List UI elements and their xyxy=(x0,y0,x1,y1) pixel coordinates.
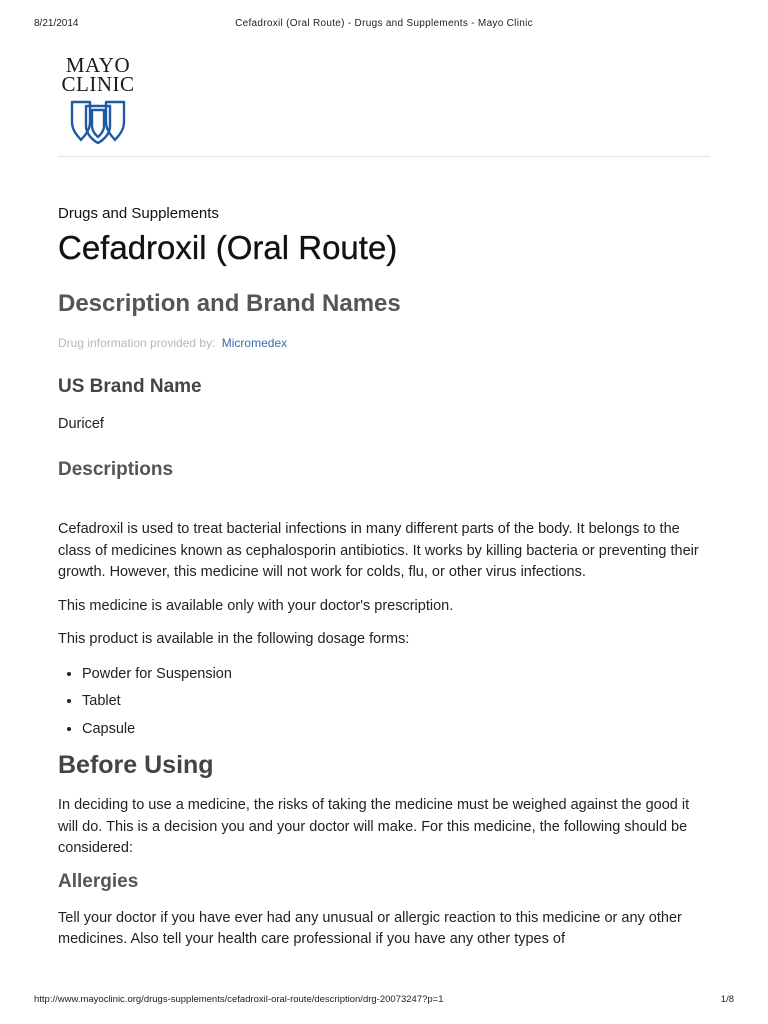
before-using-heading: Before Using xyxy=(58,751,214,779)
print-date: 8/21/2014 xyxy=(34,18,79,29)
description-paragraph-1: Cefadroxil is used to treat bacterial infections in many different parts of the body. It belongs to the class of medicines known as cephalosporin antibiotics. It works by killing bacteria or preventing their growth. However, this medicine will not work for colds, flu, or other virus infections. xyxy=(58,521,699,580)
provided-by-label: Drug information provided by: xyxy=(58,336,216,350)
dosage-forms-list xyxy=(58,661,710,744)
print-document-title: Cefadroxil (Oral Route) - Drugs and Supplements - Mayo Clinic xyxy=(235,18,533,29)
section-kicker[interactable]: Drugs and Supplements xyxy=(58,205,219,222)
micromedex-link[interactable]: Micromedex xyxy=(221,336,288,350)
description-paragraph-3: This product is available in the following dosage forms: xyxy=(58,631,410,647)
logo-word-clinic: CLINIC xyxy=(61,72,135,96)
mayo-shields-icon xyxy=(68,98,128,144)
mayo-clinic-logo[interactable] xyxy=(58,53,138,144)
before-using-paragraph: In deciding to use a medicine, the risks of taking the medicine must be weighed against the good it will do. This is a decision you and your doctor will make. For this medicine, the following should be considered: xyxy=(58,797,690,856)
print-page-number: 1/8 xyxy=(720,994,734,1005)
brand-name-value: Duricef xyxy=(58,416,104,432)
description-paragraph-2: This medicine is available only with your doctor's prescription. xyxy=(58,597,454,614)
header-divider xyxy=(58,156,710,157)
dosage-form-item: • Powder for Suspension xyxy=(82,661,710,689)
print-header xyxy=(34,18,734,32)
article-content xyxy=(58,204,710,951)
logo-word-mayo: MAYO xyxy=(65,53,131,77)
descriptions-heading: Descriptions xyxy=(58,459,174,480)
print-url: http://www.mayoclinic.org/drugs-supplements/cefadroxil-oral-route/description/drg-20073247?p=1 xyxy=(34,994,444,1005)
dosage-form-item: • Capsule xyxy=(82,716,710,744)
description-heading: Description and Brand Names xyxy=(58,290,401,317)
page-title: Cefadroxil (Oral Route) xyxy=(58,229,398,266)
provided-by-line xyxy=(58,335,710,351)
us-brand-name-heading: US Brand Name xyxy=(58,376,202,397)
allergies-paragraph: Tell your doctor if you have ever had any unusual or allergic reaction to this medicine or any other medicines. Also tell your health care professional if you have any other types of xyxy=(58,909,682,947)
dosage-form-item: • Tablet xyxy=(82,688,710,716)
allergies-heading: Allergies xyxy=(58,870,139,892)
